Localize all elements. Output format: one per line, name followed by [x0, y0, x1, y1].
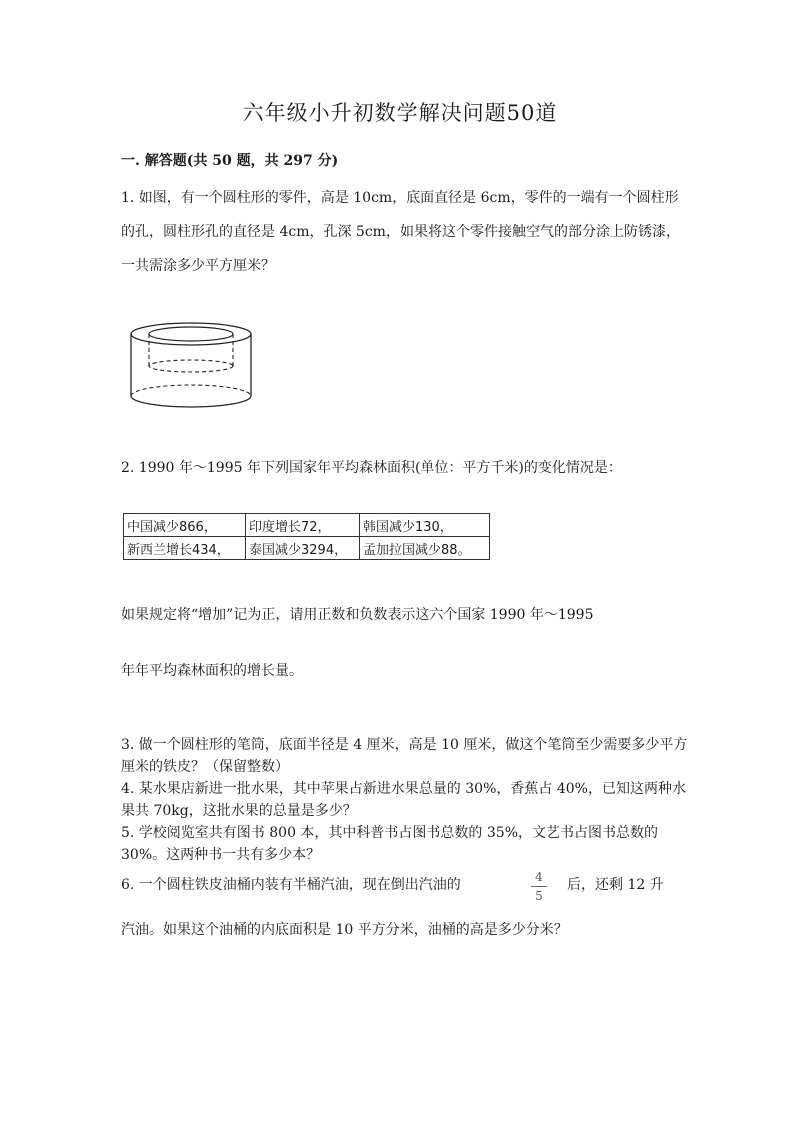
outer-bottom-front	[131, 396, 251, 407]
table-cell: 中国减少866，	[124, 514, 246, 537]
outer-bottom-back	[131, 385, 251, 396]
question-4: 4. 某水果店新进一批水果，其中苹果占新进水果总量的 30%，香蕉占 40%，已知这两种水果共 70kg，这批水果的总量是多少？	[121, 781, 686, 819]
fraction-denominator: 5	[535, 889, 543, 903]
section-heading: 一. 解答题(共 50 题，共 297 分)	[121, 153, 339, 169]
table-cell: 韩国减少130，	[360, 514, 490, 537]
table-cell: 泰国减少3294，	[246, 537, 360, 560]
table-row	[124, 537, 490, 560]
table-cell: 新西兰增长434，	[124, 537, 246, 560]
table-cell: 孟加拉国减少88。	[360, 537, 490, 560]
hole-top-ellipse	[149, 327, 233, 341]
question-5: 5. 学校阅览室共有图书 800 本，其中科普书占图书总数的 35%，文艺书占图书总数的 30%。这两种书一共有多少本？	[121, 825, 658, 863]
page-title: 六年级小升初数学解决问题50道	[242, 101, 558, 125]
table-cell: 印度增长72，	[246, 514, 360, 537]
question-2-intro: 2. 1990 年～1995 年下列国家年平均森林面积(单位：平方千米)的变化情况是：	[121, 460, 622, 476]
question-3: 3. 做一个圆柱形的笔筒，底面半径是 4 厘米，高是 10 厘米，做这个笔筒至少需要多少平方厘米的铁皮？（保留整数）	[121, 737, 688, 775]
fraction-bar	[531, 886, 547, 887]
hole-bottom-ellipse	[149, 360, 233, 372]
fraction-numerator: 4	[535, 870, 543, 884]
fraction	[529, 869, 549, 904]
question-2-task-line1: 如果规定将“增加”记为正，请用正数和负数表示这六个国家 1990 年～1995	[121, 607, 594, 623]
question-1: 1. 如图，有一个圆柱形的零件，高是 10cm，底面直径是 6cm，零件的一端有一个圆柱形的孔，圆柱形孔的直径是 4cm，孔深 5cm，如果将这个零件接触空气的部分涂上防锈漆，一共需涂多少平方厘米？	[121, 190, 680, 274]
question-6-part1: 6. 一个圆柱铁皮油桶内装有半桶汽油，现在倒出汽油的	[121, 877, 461, 893]
cylinder-part-figure	[129, 320, 254, 412]
forest-change-table	[123, 513, 490, 560]
question-6-part2: 后，还剩 12 升	[567, 877, 664, 893]
table-row	[124, 514, 490, 537]
question-2-task-line2: 年年平均森林面积的增长量。	[121, 663, 303, 679]
question-6-part3: 汽油。如果这个油桶的内底面积是 10 平方分米，油桶的高是多少分米？	[121, 922, 568, 938]
